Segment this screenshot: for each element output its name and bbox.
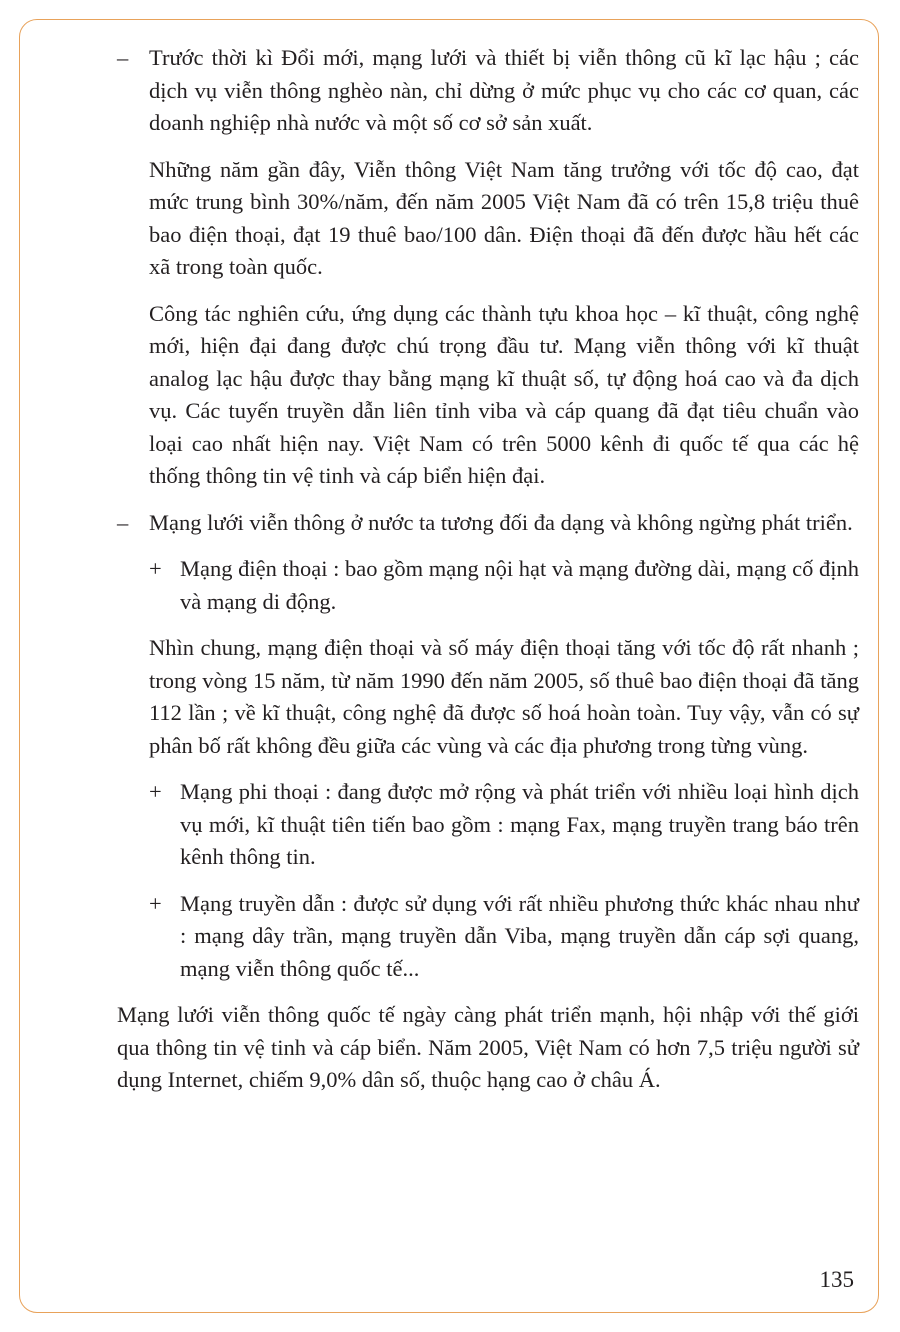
plus-marker: +: [149, 556, 162, 581]
plus-marker: +: [149, 779, 162, 804]
plus-item-non-voice: [117, 776, 859, 874]
paragraph-growth: Những năm gần đây, Viễn thông Việt Nam tăng trưởng với tốc độ cao, đạt mức trung bình 30%/năm, đến năm 2005 Việt Nam đã có trên 15,8 triệu thuê bao điện thoại, đạt 19 thuê bao/100 dân. Điện thoại đã đến được hầu hết các xã trong toàn quốc.: [149, 156, 859, 279]
plus-item-transmission: [117, 888, 859, 986]
page-number: 135: [819, 1267, 854, 1292]
item-text: Mạng lưới viễn thông ở nước ta tương đối đa dạng và không ngừng phát triển.: [149, 509, 853, 535]
paragraph-research: Công tác nghiên cứu, ứng dụng các thành tựu khoa học – kĩ thuật, công nghệ mới, hiện đại đang được chú trọng đầu tư. Mạng viễn thông với kĩ thuật analog lạc hậu được thay bằng mạng kĩ thuật số, tự động hoá cao và đa dịch vụ. Các tuyến truyền dẫn liên tỉnh viba và cáp quang đã đạt tiêu chuẩn vào loại cao nhất hiện nay. Việt Nam có trên 5000 kênh đi quốc tế qua các hệ thống thông tin vệ tinh và cáp biển hiện đại.: [149, 300, 859, 488]
item-text: Mạng truyền dẫn : được sử dụng với rất nhiều phương thức khác nhau như : mạng dây trần, mạng truyền dẫn Viba, mạng truyền dẫn cáp sợi quang, mạng viễn thông quốc tế...: [180, 890, 859, 981]
paragraph-international: Mạng lưới viễn thông quốc tế ngày càng phát triển mạnh, hội nhập với thế giới qua thông tin vệ tinh và cáp biển. Năm 2005, Việt Nam có hơn 7,5 triệu người sử dụng Internet, chiếm 9,0% dân số, thuộc hạng cao ở châu Á.: [117, 1002, 859, 1092]
dash-item-network: [117, 507, 859, 540]
plus-marker: +: [149, 890, 162, 916]
item-text: Trước thời kì Đổi mới, mạng lưới và thiết bị viễn thông cũ kĩ lạc hậu ; các dịch vụ viễn thông nghèo nàn, chỉ dừng ở mức phục vụ cho các cơ quan, các doanh nghiệp nhà nước và một số cơ sở sản xuất.: [149, 45, 859, 135]
dash-marker: –: [117, 509, 129, 535]
item-text: Mạng điện thoại : bao gồm mạng nội hạt và mạng đường dài, mạng cố định và mạng di động.: [180, 556, 859, 614]
page-content: [117, 42, 859, 1111]
plus-item-telephone: [117, 553, 859, 618]
paragraph-telephone-growth: Nhìn chung, mạng điện thoại và số máy điện thoại tăng với tốc độ rất nhanh ; trong vòng 15 năm, từ năm 1990 đến năm 2005, số thuê bao điện thoại đã tăng 112 lần ; về kĩ thuật, công nghệ đã được số hoá hoàn toàn. Tuy vậy, vẫn có sự phân bố rất không đều giữa các vùng và các địa phương trong từng vùng.: [149, 635, 859, 758]
item-text: Mạng phi thoại : đang được mở rộng và phát triển với nhiều loại hình dịch vụ mới, kĩ thuật tiên tiến bao gồm : mạng Fax, mạng truyền trang báo trên kênh thông tin.: [180, 779, 859, 869]
dash-marker: –: [117, 45, 129, 70]
dash-item-before-doi-moi: [117, 42, 859, 140]
